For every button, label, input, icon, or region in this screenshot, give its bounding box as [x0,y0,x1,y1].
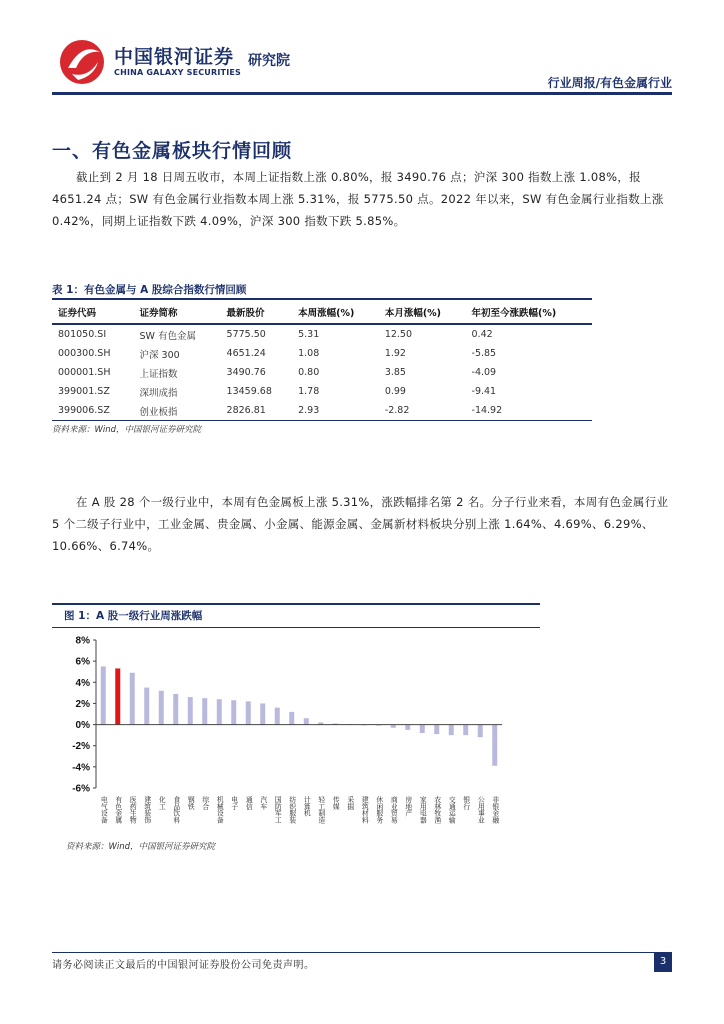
table-cell: -5.85 [471,348,497,359]
table-cell: 000001.SH [58,367,111,378]
table-row [52,401,592,421]
x-category-label: 建筑材料 [360,796,369,824]
paragraph-market-review: 截止到 2 月 18 日周五收市，本周上证指数上涨 0.80%，报 3490.76 点；沪深 300 指数上涨 1.08%，报 4651.24 点；SW 有色金属行业指数本周上涨 5.31%，报 5775.50 点。2022 年以来，SW 有色金属行业指数上涨 0.42%，同期上证指数下跌 4.09%，沪深 300 指数下跌 5.85%。 [52,170,664,228]
table-source: 资料来源：Wind，中国银河证券研究院 [52,425,202,435]
table-cell: 0.80 [298,367,320,378]
col-header: 证券代码 [52,299,134,324]
y-tick-label: 8% [75,635,90,647]
bar [217,699,222,724]
report-category: 行业周报/有色金属行业 [547,76,672,90]
x-category-label: 房地产 [403,796,412,817]
figure-top-rule [52,603,540,605]
table-cell: 12.50 [384,329,413,340]
table-cell: 1.78 [298,386,320,397]
figure-source: 资料来源：Wind，中国银河证券研究院 [66,842,216,852]
table-cell: 创业板指 [134,401,221,421]
x-category-label: 电子 [229,796,238,810]
x-category-label: 传媒 [331,796,340,810]
x-category-label: 汽车 [258,796,267,810]
x-category-label: 建筑装饰 [142,796,151,824]
table-cell: 1.08 [298,348,320,359]
table-cell: 5775.50 [226,329,266,340]
x-category-label: 化工 [157,796,166,810]
table-cell: 399001.SZ [58,386,110,397]
table-cell: 2826.81 [221,401,293,421]
page-number: 3 [654,952,672,972]
table-header-row [52,299,592,324]
col-header: 本月涨幅(%) [379,299,466,324]
bar [173,694,178,725]
x-category-label: 电气设备 [99,796,108,824]
table-cell: SW 有色金属 [139,330,196,342]
bar [130,673,135,725]
logo-text-cn: 中国银河证券 [114,46,235,68]
y-tick-label: 4% [75,677,90,689]
bar [405,725,410,730]
table-cell: 0.42 [471,329,493,340]
table-cell: -14.92 [466,401,592,421]
x-category-label: 轻工制造 [316,796,325,824]
x-category-label: 农林牧渔 [432,796,441,824]
x-category-label: 休闲服务 [374,796,383,824]
bar [144,688,149,725]
table-cell: 0.99 [384,386,406,397]
x-category-label: 家用电器 [418,796,427,824]
figure-title-rule [52,627,540,628]
table-cell: -2.82 [379,401,466,421]
logo-institute: 研究院 [248,53,290,69]
table-row [52,382,592,401]
section-title: 一、有色金属板块行情回顾 [52,140,293,162]
x-category-label: 通信 [244,796,253,810]
logo-text-en: CHINA GALAXY SECURITIES [114,68,241,77]
table-cell: 13459.68 [226,386,272,397]
y-tick-label: 0% [75,720,90,732]
industry-weekly-change-chart [52,630,540,835]
y-tick-label: -4% [72,762,90,774]
x-category-label: 公用事业 [476,796,485,824]
table-cell: 3490.76 [226,367,266,378]
table-cell: 4651.24 [226,348,266,359]
table-cell: 399006.SZ [52,401,134,421]
x-category-label: 银行 [461,796,470,810]
table-cell: 1.92 [384,348,406,359]
bar [275,708,280,725]
x-category-label: 纺织服装 [287,796,296,824]
bar [449,725,454,736]
col-header: 年初至今涨跌幅(%) [466,299,592,324]
table-cell: 沪深 300 [139,349,180,361]
col-header: 证券简称 [134,299,221,324]
paragraph-industry-ranking: 在 A 股 28 个一级行业中，本周有色金属板上涨 5.31%，涨跌幅排名第 2 名。分子行业来看，本周有色金属行业 5 个二级子行业中，工业金属、贵金属、小金属、能源金属、金属新材料板块分别上涨 1.64%、4.69%、6.29%、10.66%、6.74%。 [52,495,669,553]
col-header: 最新股价 [221,299,293,324]
x-category-label: 综合 [200,796,209,810]
table-cell: 801050.SI [58,329,107,340]
bar [246,701,251,724]
table-row [52,324,592,344]
footer-divider [52,952,672,953]
bar [260,703,265,724]
bar [492,725,497,766]
figure-title: 图 1：A 股一级行业周涨跌幅 [64,610,203,622]
bar [478,725,483,738]
table-title: 表 1：有色金属与 A 股综合指数行情回顾 [52,284,247,296]
col-header: 本周涨幅(%) [292,299,379,324]
company-logo [58,38,308,88]
x-category-label: 有色金属 [113,796,122,824]
header-divider [52,92,672,95]
x-category-label: 采掘 [345,796,354,810]
table-cell: -4.09 [471,367,497,378]
table-cell: 2.93 [292,401,379,421]
bar [420,725,425,733]
y-tick-label: -2% [72,741,90,753]
bar [463,725,468,736]
x-category-label: 交通运输 [447,796,456,824]
x-category-label: 国防军工 [273,796,282,824]
y-tick-label: 2% [75,698,90,710]
table-cell: 3.85 [384,367,406,378]
bar [159,691,164,725]
x-category-label: 商业贸易 [389,796,398,824]
table-cell: 上证指数 [139,368,178,380]
x-category-label: 机械设备 [215,796,224,824]
galaxy-logo-icon [58,38,106,86]
bar [289,712,294,725]
x-category-label: 医药生物 [128,796,137,824]
x-category-label: 计算机 [302,796,311,817]
bar [434,725,439,735]
table-cell: -9.41 [471,386,497,397]
x-category-label: 钢铁 [186,796,195,810]
bar [188,697,193,724]
x-category-label: 非银金融 [490,796,499,824]
y-tick-label: 6% [75,656,90,668]
bar [304,718,309,724]
x-category-label: 食品饮料 [171,796,180,824]
bar [101,666,106,724]
table-cell: 深圳成指 [139,387,178,399]
table-row [52,344,592,363]
bar [231,700,236,724]
footer-disclaimer: 请务必阅读正文最后的中国银河证券股份公司免责声明。 [52,960,315,971]
bar [202,698,207,724]
table-row [52,363,592,382]
bar [115,668,120,724]
table-cell: 000300.SH [58,348,111,359]
y-tick-label: -6% [72,783,90,795]
index-review-table [52,298,592,421]
table-cell: 5.31 [298,329,320,340]
